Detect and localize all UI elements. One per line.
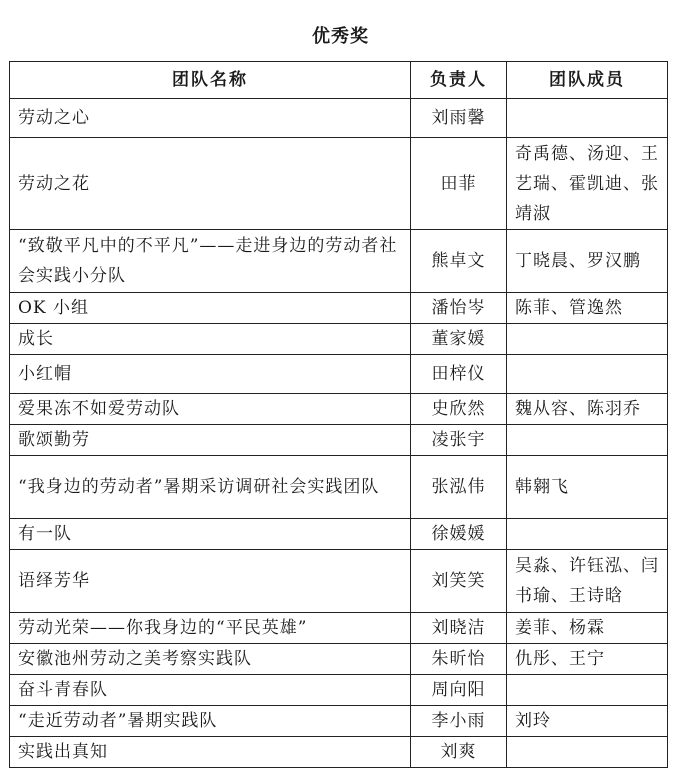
team-leader: 田菲 — [411, 138, 507, 230]
team-members: 吴淼、许钰泓、闫书瑜、王诗晗 — [507, 550, 668, 613]
team-leader: 史欣然 — [411, 394, 507, 425]
team-leader: 周向阳 — [411, 675, 507, 706]
team-name: 小红帽 — [10, 355, 411, 394]
team-leader: 熊卓文 — [411, 230, 507, 293]
team-members: 魏从容、陈羽乔 — [507, 394, 668, 425]
team-leader: 潘怡岑 — [411, 293, 507, 324]
table-row — [10, 230, 668, 293]
header-leader: 负责人 — [411, 62, 507, 99]
team-members — [507, 355, 668, 394]
team-leader: 李小雨 — [411, 706, 507, 737]
team-name: 劳动之心 — [10, 99, 411, 138]
header-team-name: 团队名称 — [10, 62, 411, 99]
team-members — [507, 324, 668, 355]
team-name: 成长 — [10, 324, 411, 355]
team-name: 歌颂勤劳 — [10, 425, 411, 456]
table-row — [10, 706, 668, 737]
team-leader: 徐媛媛 — [411, 519, 507, 550]
team-leader: 朱昕怡 — [411, 644, 507, 675]
team-leader: 张泓伟 — [411, 456, 507, 519]
team-name: 有一队 — [10, 519, 411, 550]
team-name: 劳动之花 — [10, 138, 411, 230]
team-name: 安徽池州劳动之美考察实践队 — [10, 644, 411, 675]
table-row — [10, 456, 668, 519]
team-members — [507, 99, 668, 138]
team-leader: 凌张宇 — [411, 425, 507, 456]
team-name: “致敬平凡中的不平凡”——走进身边的劳动者社会实践小分队 — [10, 230, 411, 293]
table-row — [10, 293, 668, 324]
team-members: 韩翱飞 — [507, 456, 668, 519]
team-members: 仇彤、王宁 — [507, 644, 668, 675]
table-row — [10, 519, 668, 550]
team-name: “走近劳动者”暑期实践队 — [10, 706, 411, 737]
team-name: 爱果冻不如爱劳动队 — [10, 394, 411, 425]
award-table — [9, 61, 668, 768]
table-row — [10, 425, 668, 456]
table-row — [10, 394, 668, 425]
table-header-row — [10, 62, 668, 99]
team-members — [507, 737, 668, 768]
table-row — [10, 138, 668, 230]
team-name: OK 小组 — [10, 293, 411, 324]
table-row — [10, 550, 668, 613]
team-members: 刘玲 — [507, 706, 668, 737]
table-row — [10, 675, 668, 706]
team-leader: 董家媛 — [411, 324, 507, 355]
team-leader: 刘笑笑 — [411, 550, 507, 613]
team-members: 丁晓晨、罗汉鹏 — [507, 230, 668, 293]
team-members: 奇禹德、汤迎、王艺瑞、霍凯迪、张靖淑 — [507, 138, 668, 230]
team-members — [507, 519, 668, 550]
team-leader: 刘雨馨 — [411, 99, 507, 138]
team-members — [507, 425, 668, 456]
team-name: 语绎芳华 — [10, 550, 411, 613]
header-members: 团队成员 — [507, 62, 668, 99]
table-row — [10, 644, 668, 675]
team-leader: 刘爽 — [411, 737, 507, 768]
team-members: 姜菲、杨霖 — [507, 613, 668, 644]
team-leader: 田梓仪 — [411, 355, 507, 394]
team-members: 陈菲、管逸然 — [507, 293, 668, 324]
team-leader: 刘晓洁 — [411, 613, 507, 644]
team-name: 实践出真知 — [10, 737, 411, 768]
table-row — [10, 737, 668, 768]
award-title: 优秀奖 — [312, 26, 369, 47]
table-row — [10, 99, 668, 138]
team-name: 奋斗青春队 — [10, 675, 411, 706]
team-name: “我身边的劳动者”暑期采访调研社会实践团队 — [10, 456, 411, 519]
table-row — [10, 355, 668, 394]
team-members — [507, 675, 668, 706]
table-row — [10, 324, 668, 355]
team-name: 劳动光荣——你我身边的“平民英雄” — [10, 613, 411, 644]
table-row — [10, 613, 668, 644]
